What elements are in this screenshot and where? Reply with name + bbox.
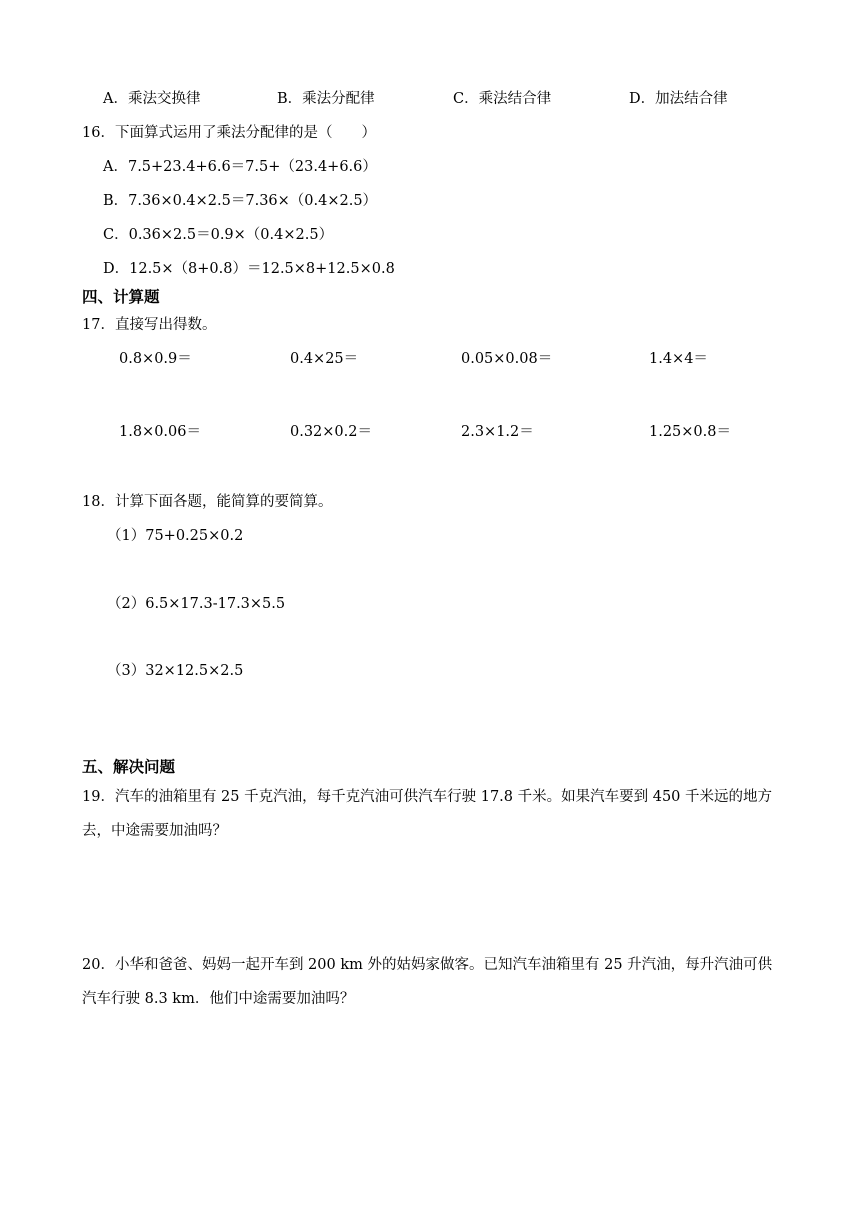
q18-stem: 18．计算下面各题，能简算的要简算。 <box>82 494 333 510</box>
q15-option-d: D．加法结合律 <box>629 91 728 107</box>
q16-option-d: D．12.5×（8+0.8）＝12.5×8+12.5×0.8 <box>103 261 395 277</box>
q16-option-b: B．7.36×0.4×2.5＝7.36×（0.4×2.5） <box>103 193 378 209</box>
q20-text-line2: 汽车行驶 8.3 km．他们中途需要加油吗？ <box>82 991 355 1007</box>
q17-item: 1.4×4＝ <box>649 351 708 367</box>
q16-stem: 16．下面算式运用了乘法分配律的是（ ） <box>82 125 376 141</box>
q17-item: 1.25×0.8＝ <box>649 424 731 440</box>
q17-item: 1.8×0.06＝ <box>119 424 201 440</box>
q15-option-b: B．乘法分配律 <box>277 91 375 107</box>
q17-item: 0.8×0.9＝ <box>119 351 192 367</box>
section-heading-calculation: 四、计算题 <box>82 288 160 306</box>
q19-text-line2: 去，中途需要加油吗？ <box>82 823 227 839</box>
section-heading-problem-solving: 五、解决问题 <box>82 758 176 776</box>
q18-item-1: （1）75+0.25×0.2 <box>107 528 244 544</box>
q17-stem: 17．直接写出得数。 <box>82 317 217 333</box>
q18-item-2: （2）6.5×17.3-17.3×5.5 <box>107 596 286 612</box>
q17-item: 2.3×1.2＝ <box>461 424 534 440</box>
q18-item-3: （3）32×12.5×2.5 <box>107 663 244 679</box>
q16-option-a: A．7.5+23.4+6.6＝7.5+（23.4+6.6） <box>103 159 377 175</box>
q16-option-c: C．0.36×2.5＝0.9×（0.4×2.5） <box>103 227 334 243</box>
q17-item: 0.4×25＝ <box>290 351 359 367</box>
q17-item: 0.32×0.2＝ <box>290 424 372 440</box>
q20-text-line1: 20．小华和爸爸、妈妈一起开车到 200 km 外的姑妈家做客。已知汽车油箱里有 25 升汽油，每升汽油可供 <box>82 957 773 973</box>
q17-item: 0.05×0.08＝ <box>461 351 553 367</box>
q15-option-c: C．乘法结合律 <box>453 91 552 107</box>
q15-option-a: A．乘法交换律 <box>103 91 201 107</box>
q19-text-line1: 19．汽车的油箱里有 25 千克汽油，每千克汽油可供汽车行驶 17.8 千米。如果汽车要到 450 千米远的地方 <box>82 789 773 805</box>
